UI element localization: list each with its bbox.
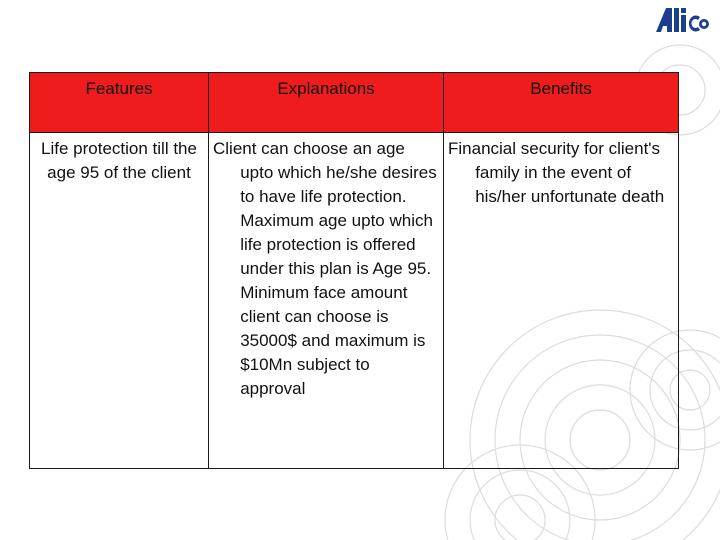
explanation-text: Client can choose an age upto which he/she desires to have life protection. Maximum age upto which life protection is offered under this plan is Age 95. Minimum face amount client can choose is 35000$ and maximum is $10Mn subject to approval [213, 139, 437, 398]
header-explanations: Explanations [209, 73, 444, 133]
benefit-text: Financial security for client's family in the event of his/her unfortunate death [448, 139, 665, 206]
header-benefits: Benefits [444, 73, 679, 133]
table-header-row [30, 73, 679, 133]
cell-feature [30, 133, 209, 469]
header-features: Features [30, 73, 209, 133]
alico-logo [654, 6, 710, 34]
table-row [30, 133, 679, 469]
feature-text: Life protection till the age 95 of the client [41, 139, 197, 182]
features-table [29, 72, 679, 469]
cell-explanation [209, 133, 444, 469]
cell-benefit [444, 133, 679, 469]
